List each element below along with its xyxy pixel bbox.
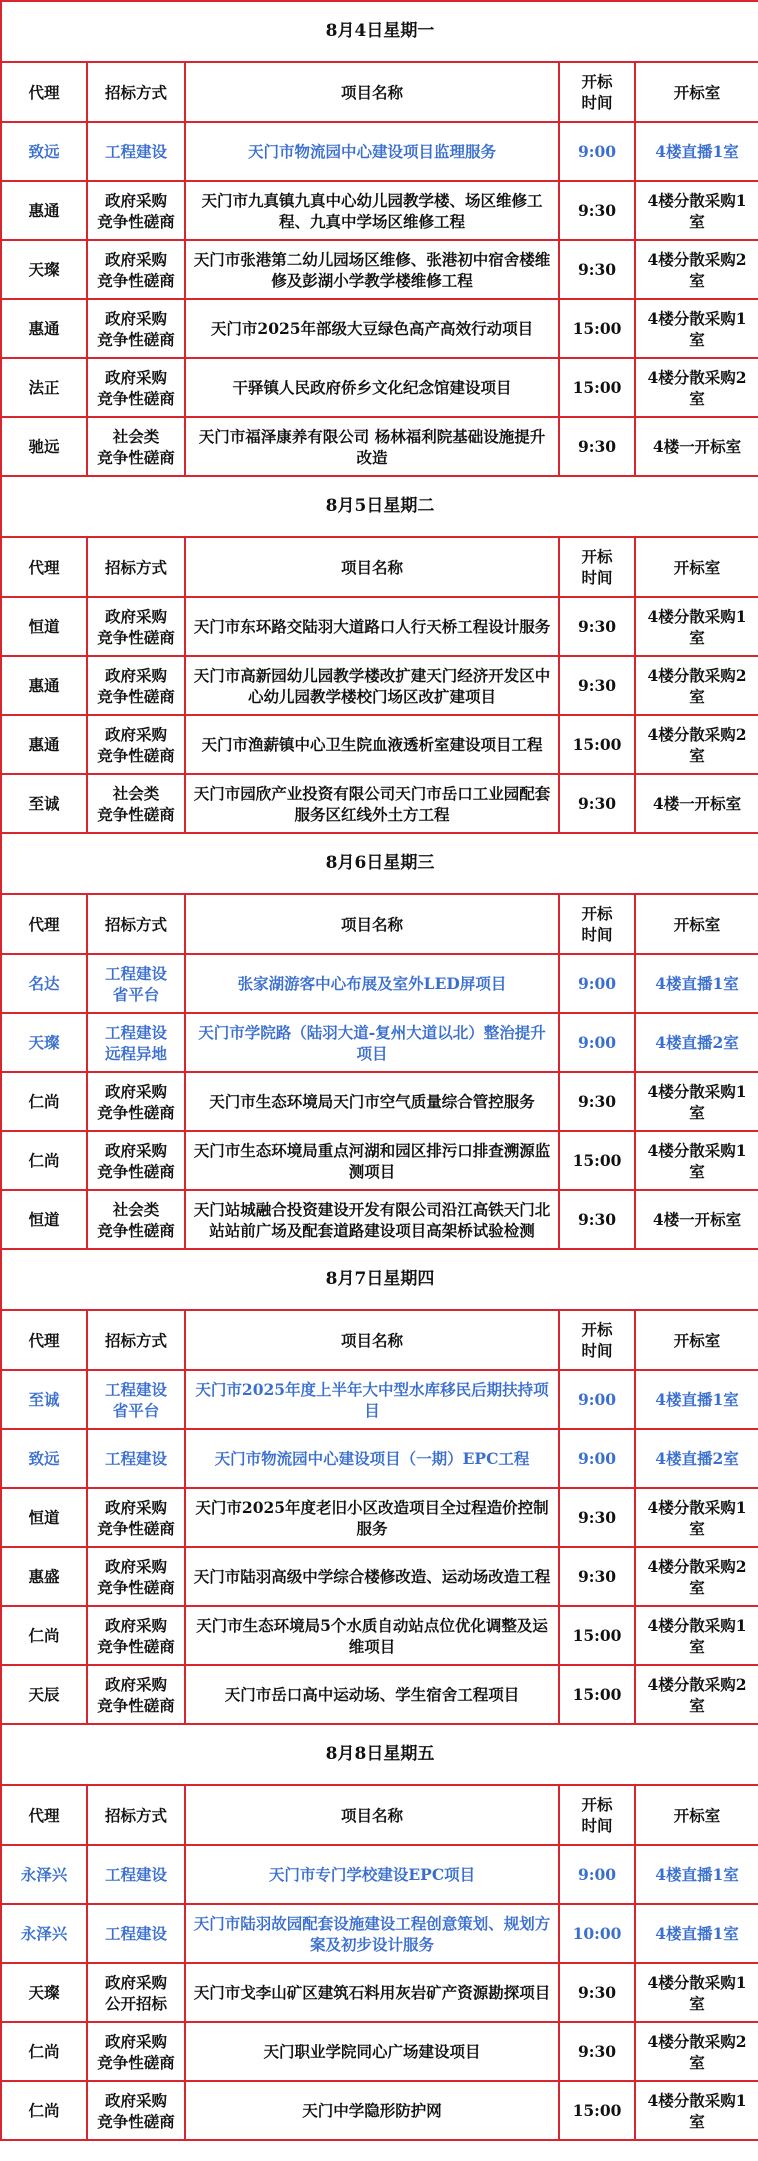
agent-cell: 法正 [1,358,87,417]
table-row [1,2081,758,2140]
room-cell: 4楼分散采购2室 [635,2022,758,2081]
room-cell: 4楼直播2室 [635,1013,758,1072]
room-cell: 4楼分散采购1室 [635,181,758,240]
method-cell: 社会类 竞争性磋商 [87,1190,185,1249]
method-cell: 工程建设 省平台 [87,1370,185,1429]
agent-cell: 至诚 [1,1370,87,1429]
day-title: 8月7日星期四 [1,1249,758,1310]
table-row [1,1904,758,1963]
project-cell: 天门市陆羽高级中学综合楼修改造、运动场改造工程 [185,1547,559,1606]
method-cell: 政府采购 竞争性磋商 [87,1488,185,1547]
header-time: 开标 时间 [559,62,635,122]
project-cell: 张家湖游客中心布展及室外LED屏项目 [185,954,559,1013]
project-cell: 天门市2025年度老旧小区改造项目全过程造价控制服务 [185,1488,559,1547]
header-project: 项目名称 [185,537,559,597]
room-cell: 4楼分散采购2室 [635,1547,758,1606]
table-row [1,1429,758,1488]
time-cell: 9:30 [559,1488,635,1547]
table-row [1,240,758,299]
room-cell: 4楼分散采购1室 [635,1963,758,2022]
room-cell: 4楼直播1室 [635,1845,758,1904]
header-time: 开标 时间 [559,894,635,954]
table-row [1,1190,758,1249]
header-agent: 代理 [1,1310,87,1370]
header-agent: 代理 [1,894,87,954]
time-cell: 15:00 [559,715,635,774]
room-cell: 4楼分散采购1室 [635,1606,758,1665]
project-cell: 天门市东环路交陆羽大道路口人行天桥工程设计服务 [185,597,559,656]
time-cell: 9:30 [559,240,635,299]
table-row [1,1665,758,1724]
project-cell: 天门市2025年度上半年大中型水库移民后期扶持项目 [185,1370,559,1429]
method-cell: 工程建设 [87,1845,185,1904]
project-cell: 天门中学隐形防护网 [185,2081,559,2140]
project-cell: 天门市生态环境局天门市空气质量综合管控服务 [185,1072,559,1131]
method-cell: 政府采购 竞争性磋商 [87,1131,185,1190]
project-cell: 天门市戈李山矿区建筑石料用灰岩矿产资源勘探项目 [185,1963,559,2022]
header-row [1,1310,758,1370]
header-row [1,62,758,122]
agent-cell: 惠通 [1,656,87,715]
method-cell: 政府采购 竞争性磋商 [87,299,185,358]
agent-cell: 天璨 [1,240,87,299]
time-cell: 15:00 [559,358,635,417]
room-cell: 4楼分散采购1室 [635,1072,758,1131]
project-cell: 天门市九真镇九真中心幼儿园教学楼、场区维修工程、九真中学场区维修工程 [185,181,559,240]
schedule-body [1,1,758,2140]
project-cell: 天门市陆羽故园配套设施建设工程创意策划、规划方案及初步设计服务 [185,1904,559,1963]
project-cell: 天门市福泽康养有限公司 杨林福利院基础设施提升改造 [185,417,559,476]
agent-cell: 惠盛 [1,1547,87,1606]
day-title-row [1,1,758,62]
header-method: 招标方式 [87,1310,185,1370]
method-cell: 政府采购 竞争性磋商 [87,2022,185,2081]
time-cell: 9:30 [559,1963,635,2022]
project-cell: 天门市生态环境局5个水质自动站点位优化调整及运维项目 [185,1606,559,1665]
agent-cell: 永泽兴 [1,1904,87,1963]
header-agent: 代理 [1,62,87,122]
header-project: 项目名称 [185,1310,559,1370]
project-cell: 天门市高新园幼儿园教学楼改扩建天门经济开发区中心幼儿园教学楼校门场区改扩建项目 [185,656,559,715]
table-row [1,299,758,358]
room-cell: 4楼分散采购1室 [635,2081,758,2140]
method-cell: 工程建设 远程异地 [87,1013,185,1072]
project-cell: 天门站城融合投资建设开发有限公司沿江高铁天门北站站前广场及配套道路建设项目高架桥试验检测 [185,1190,559,1249]
agent-cell: 惠通 [1,181,87,240]
method-cell: 工程建设 [87,1904,185,1963]
header-method: 招标方式 [87,537,185,597]
agent-cell: 永泽兴 [1,1845,87,1904]
day-title-row [1,476,758,537]
time-cell: 15:00 [559,1606,635,1665]
time-cell: 15:00 [559,299,635,358]
project-cell: 天门市物流园中心建设项目监理服务 [185,122,559,181]
table-row [1,1845,758,1904]
table-row [1,715,758,774]
project-cell: 天门市专门学校建设EPC项目 [185,1845,559,1904]
agent-cell: 致远 [1,122,87,181]
time-cell: 15:00 [559,1131,635,1190]
header-row [1,537,758,597]
header-time: 开标 时间 [559,537,635,597]
method-cell: 社会类 竞争性磋商 [87,417,185,476]
time-cell: 9:00 [559,954,635,1013]
time-cell: 9:30 [559,417,635,476]
header-agent: 代理 [1,537,87,597]
agent-cell: 仁尚 [1,1606,87,1665]
agent-cell: 恒道 [1,597,87,656]
time-cell: 9:00 [559,122,635,181]
table-row [1,774,758,833]
table-row [1,1547,758,1606]
header-method: 招标方式 [87,894,185,954]
room-cell: 4楼直播1室 [635,1370,758,1429]
agent-cell: 恒道 [1,1190,87,1249]
time-cell: 15:00 [559,2081,635,2140]
day-title: 8月5日星期二 [1,476,758,537]
room-cell: 4楼一开标室 [635,417,758,476]
time-cell: 9:30 [559,181,635,240]
day-title: 8月4日星期一 [1,1,758,62]
day-title-row [1,1724,758,1785]
agent-cell: 惠通 [1,715,87,774]
time-cell: 9:30 [559,597,635,656]
header-project: 项目名称 [185,894,559,954]
table-row [1,417,758,476]
header-room: 开标室 [635,1785,758,1845]
method-cell: 政府采购 竞争性磋商 [87,1606,185,1665]
day-title: 8月8日星期五 [1,1724,758,1785]
table-row [1,1013,758,1072]
table-row [1,1131,758,1190]
agent-cell: 仁尚 [1,2022,87,2081]
table-row [1,1963,758,2022]
agent-cell: 恒道 [1,1488,87,1547]
header-agent: 代理 [1,1785,87,1845]
method-cell: 政府采购 竞争性磋商 [87,1072,185,1131]
time-cell: 9:00 [559,1429,635,1488]
room-cell: 4楼分散采购2室 [635,1665,758,1724]
room-cell: 4楼分散采购1室 [635,597,758,656]
method-cell: 政府采购 公开招标 [87,1963,185,2022]
room-cell: 4楼分散采购1室 [635,1488,758,1547]
time-cell: 9:30 [559,1072,635,1131]
time-cell: 9:30 [559,1190,635,1249]
agent-cell: 天璨 [1,1013,87,1072]
room-cell: 4楼分散采购1室 [635,1131,758,1190]
room-cell: 4楼分散采购2室 [635,715,758,774]
header-room: 开标室 [635,894,758,954]
day-title: 8月6日星期三 [1,833,758,894]
method-cell: 工程建设 [87,1429,185,1488]
header-project: 项目名称 [185,62,559,122]
time-cell: 9:30 [559,1547,635,1606]
project-cell: 天门市学院路（陆羽大道-复州大道以北）整治提升项目 [185,1013,559,1072]
room-cell: 4楼一开标室 [635,774,758,833]
project-cell: 天门市张港第二幼儿园场区维修、张港初中宿舍楼维修及彭湖小学教学楼维修工程 [185,240,559,299]
project-cell: 天门市生态环境局重点河湖和园区排污口排查溯源监测项目 [185,1131,559,1190]
time-cell: 9:30 [559,656,635,715]
room-cell: 4楼直播1室 [635,1904,758,1963]
room-cell: 4楼一开标室 [635,1190,758,1249]
agent-cell: 仁尚 [1,2081,87,2140]
header-room: 开标室 [635,1310,758,1370]
agent-cell: 惠通 [1,299,87,358]
header-room: 开标室 [635,537,758,597]
header-time: 开标 时间 [559,1310,635,1370]
table-row [1,1606,758,1665]
agent-cell: 致远 [1,1429,87,1488]
time-cell: 9:00 [559,1370,635,1429]
header-method: 招标方式 [87,1785,185,1845]
time-cell: 15:00 [559,1665,635,1724]
method-cell: 政府采购 竞争性磋商 [87,181,185,240]
method-cell: 政府采购 竞争性磋商 [87,597,185,656]
project-cell: 干驿镇人民政府侨乡文化纪念馆建设项目 [185,358,559,417]
time-cell: 9:30 [559,2022,635,2081]
method-cell: 政府采购 竞争性磋商 [87,656,185,715]
method-cell: 社会类 竞争性磋商 [87,774,185,833]
room-cell: 4楼分散采购2室 [635,358,758,417]
room-cell: 4楼直播1室 [635,122,758,181]
project-cell: 天门市渔薪镇中心卫生院血液透析室建设项目工程 [185,715,559,774]
method-cell: 政府采购 竞争性磋商 [87,1665,185,1724]
project-cell: 天门市园欣产业投资有限公司天门市岳口工业园配套服务区红线外土方工程 [185,774,559,833]
table-row [1,1370,758,1429]
project-cell: 天门市岳口高中运动场、学生宿舍工程项目 [185,1665,559,1724]
room-cell: 4楼分散采购2室 [635,656,758,715]
table-row [1,2022,758,2081]
header-row [1,1785,758,1845]
method-cell: 政府采购 竞争性磋商 [87,715,185,774]
agent-cell: 仁尚 [1,1131,87,1190]
room-cell: 4楼分散采购2室 [635,240,758,299]
agent-cell: 驰远 [1,417,87,476]
time-cell: 9:00 [559,1013,635,1072]
agent-cell: 天璨 [1,1963,87,2022]
day-title-row [1,833,758,894]
table-row [1,656,758,715]
table-row [1,1072,758,1131]
agent-cell: 至诚 [1,774,87,833]
agent-cell: 名达 [1,954,87,1013]
table-row [1,181,758,240]
table-row [1,358,758,417]
method-cell: 工程建设 [87,122,185,181]
agent-cell: 仁尚 [1,1072,87,1131]
project-cell: 天门市物流园中心建设项目（一期）EPC工程 [185,1429,559,1488]
method-cell: 政府采购 竞争性磋商 [87,240,185,299]
agent-cell: 天辰 [1,1665,87,1724]
table-row [1,122,758,181]
room-cell: 4楼直播1室 [635,954,758,1013]
method-cell: 政府采购 竞争性磋商 [87,2081,185,2140]
project-cell: 天门市2025年部级大豆绿色高产高效行动项目 [185,299,559,358]
header-method: 招标方式 [87,62,185,122]
header-row [1,894,758,954]
project-cell: 天门职业学院同心广场建设项目 [185,2022,559,2081]
room-cell: 4楼分散采购1室 [635,299,758,358]
header-project: 项目名称 [185,1785,559,1845]
method-cell: 工程建设 省平台 [87,954,185,1013]
time-cell: 9:30 [559,774,635,833]
header-room: 开标室 [635,62,758,122]
time-cell: 9:00 [559,1845,635,1904]
table-row [1,1488,758,1547]
header-time: 开标 时间 [559,1785,635,1845]
method-cell: 政府采购 竞争性磋商 [87,358,185,417]
method-cell: 政府采购 竞争性磋商 [87,1547,185,1606]
table-row [1,597,758,656]
table-row [1,954,758,1013]
room-cell: 4楼直播2室 [635,1429,758,1488]
day-title-row [1,1249,758,1310]
time-cell: 10:00 [559,1904,635,1963]
